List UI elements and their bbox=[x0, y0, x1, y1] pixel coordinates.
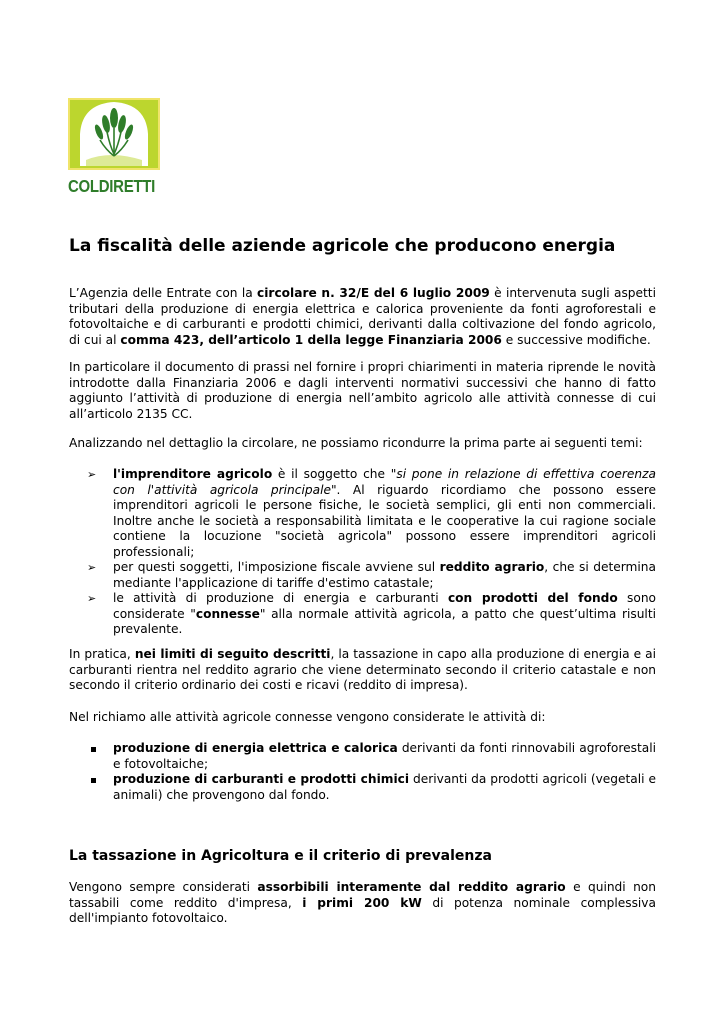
paragraph-attivita: Nel richiamo alle attività agricole connesse vengono considerate le attività di: bbox=[69, 710, 546, 724]
document-title: La fiscalità delle aziende agricole che producono energia bbox=[69, 236, 616, 256]
list-item: produzione di carburanti e prodotti chimici derivanti da prodotti agricoli (vegetali e animali) che provengono dal fondo. bbox=[69, 772, 656, 803]
list-item: ➢ l'imprenditore agricolo è il soggetto che "si pone in relazione di effettiva coerenza con l'attività agricola principale". Al riguardo ricordiamo che possono essere imprenditori agricoli le persone fisiche, le società semplici, gli enti non commerciali. Inoltre anche le società a responsabilità limitata e le cooperative la cui ragione sociale contiene la locuzione "società agricola" possono essere imprenditori agricoli professionali; bbox=[87, 467, 656, 559]
arrow-bullet-icon: ➢ bbox=[87, 592, 97, 605]
paragraph-tassazione: Vengono sempre considerati assorbibili interamente dal reddito agrario e quindi non tassabili come reddito d'impresa, i primi 200 kW di potenza nominale complessiva dell'impianto fotovoltaico. bbox=[69, 880, 656, 925]
themes-list bbox=[69, 467, 656, 638]
list-item: produzione di energia elettrica e calorica derivanti da fonti rinnovabili agroforestali e fotovoltaiche; bbox=[69, 741, 656, 772]
activities-list bbox=[69, 741, 656, 803]
wheat-shield-icon bbox=[70, 100, 158, 168]
paragraph-temi: Analizzando nel dettaglio la circolare, ne possiamo ricondurre la prima parte ai seguenti temi: bbox=[69, 436, 643, 450]
arrow-bullet-icon: ➢ bbox=[87, 561, 97, 574]
list-item: ➢ le attività di produzione di energia e carburanti con prodotti del fondo sono considerate "connesse" alla normale attività agricola, a patto che quest’ultima risulti prevalente. bbox=[87, 591, 656, 636]
paragraph-in-pratica: In pratica, nei limiti di seguito descritti, la tassazione in capo alla produzione di energia e ai carburanti rientra nel reddito agrario che viene determinato secondo il criterio catastale e non secondo il criterio ordinario dei costi e ricavi (reddito di impresa). bbox=[69, 647, 657, 692]
paragraph-finanziaria: In particolare il documento di prassi nel fornire i propri chiarimenti in materia riprende le novità introdotte dalla Finanziaria 2006 e dagli interventi normativi successivi che hanno di fatto aggiunto l’attività di produzione di energia nell’ambito agricolo alle attività connesse di cui all’articolo 2135 CC. bbox=[69, 360, 656, 421]
list-item: ➢ per questi soggetti, l'imposizione fiscale avviene sul reddito agrario, che si determina mediante l'applicazione di tariffe d'estimo catastale; bbox=[87, 560, 657, 590]
logo-emblem bbox=[68, 98, 160, 170]
square-bullet-icon bbox=[91, 778, 96, 783]
arrow-bullet-icon: ➢ bbox=[87, 468, 97, 481]
square-bullet-icon bbox=[91, 747, 96, 752]
section-heading: La tassazione in Agricoltura e il criterio di prevalenza bbox=[69, 848, 492, 864]
paragraph-intro: L’Agenzia delle Entrate con la circolare n. 32/E del 6 luglio 2009 è intervenuta sugli aspetti tributari della produzione di energia elettrica e calorica proveniente da fonti agroforestali e fotovoltaiche e di carburanti e prodotti chimici, derivanti dalla coltivazione del fondo agricolo, di cui al comma 423, dell’articolo 1 della legge Finanziaria 2006 e successive modifiche. bbox=[69, 286, 656, 347]
coldiretti-logo bbox=[68, 98, 162, 197]
logo-wordmark: COLDIRETTI bbox=[68, 177, 155, 197]
